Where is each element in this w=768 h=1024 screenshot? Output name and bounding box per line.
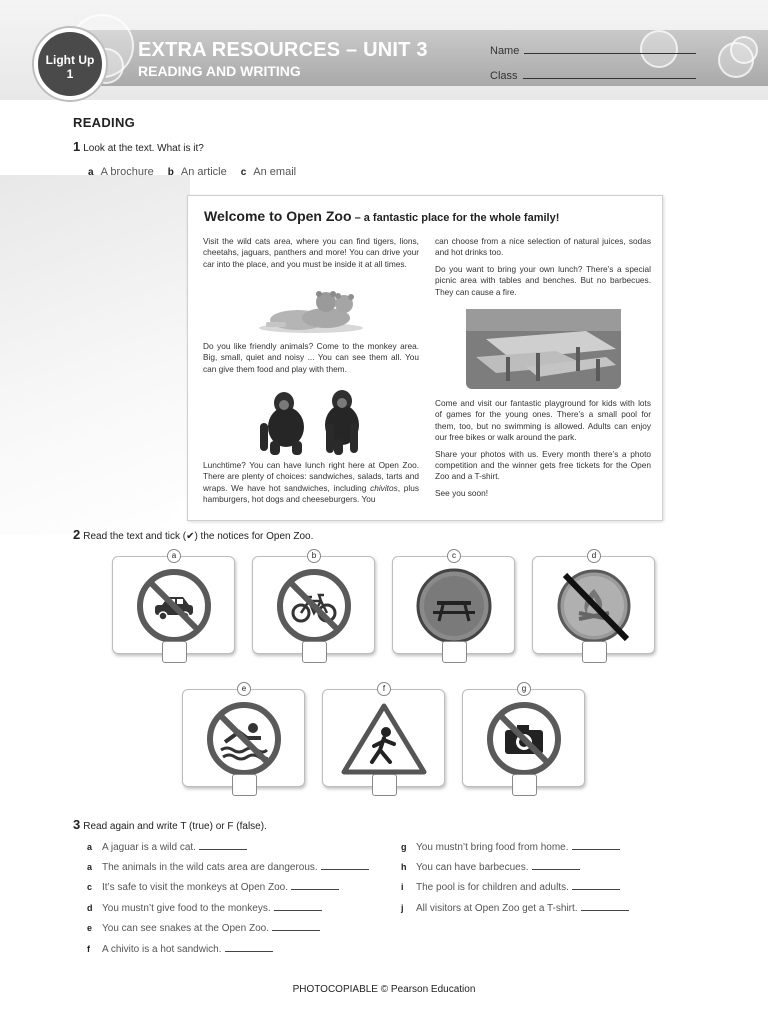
notice-letter: f: [377, 682, 391, 696]
notice-card-g: [462, 684, 585, 787]
no-fires-sign-icon: [555, 567, 633, 645]
tick-box-g[interactable]: [512, 774, 537, 796]
page-header: [0, 0, 768, 100]
statement-text: A chivito is a hot sandwich.: [102, 944, 222, 955]
paragraph-drinks: can choose from a nice selection of natural juices, sodas and hot drinks too.: [435, 236, 651, 258]
page-curl-decor: [0, 175, 190, 535]
statement-text: You can have barbecues.: [416, 862, 529, 873]
answer-blank[interactable]: [581, 910, 629, 911]
children-crossing-sign-icon: [340, 700, 428, 778]
section-title: READING: [73, 115, 136, 130]
brochure-left-column: [203, 236, 419, 275]
brochure-left-column-2: [203, 341, 419, 380]
q1-options: [88, 166, 296, 178]
statement-text: You mustn’t give food to the monkeys.: [102, 903, 271, 914]
statement-letter: h: [401, 862, 407, 872]
paragraph-photos: Share your photos with us. Every month there’s a photo competition and the winner gets free tickets for the Open Zoo and a T-shirt.: [435, 448, 651, 482]
name-line[interactable]: [524, 44, 696, 54]
brochure-title-main: Welcome to Open Zoo: [204, 208, 352, 224]
statement-left-5: [87, 923, 320, 934]
question-number: 2: [73, 527, 81, 542]
notice-letter: g: [517, 682, 531, 696]
tick-box-f[interactable]: [372, 774, 397, 796]
notice-card-d: [532, 551, 655, 654]
decor-bubble: [730, 36, 758, 64]
statement-letter: a: [87, 842, 93, 852]
answer-blank[interactable]: [532, 869, 580, 870]
option-letter: b: [167, 167, 174, 178]
notice-card-f: [322, 684, 445, 787]
tick-box-c[interactable]: [442, 641, 467, 663]
answer-blank[interactable]: [291, 889, 339, 890]
tick-box-a[interactable]: [162, 641, 187, 663]
statement-letter: d: [87, 903, 93, 913]
question-text: Read again and write T (true) or F (false).: [83, 821, 267, 832]
paragraph-lunch: [203, 460, 419, 506]
notice-card-a: [112, 551, 235, 654]
brochure-title: [204, 208, 559, 224]
statement-text: You can see snakes at the Open Zoo.: [102, 923, 269, 934]
brochure-title-sub: – a fantastic place for the whole family!: [351, 212, 560, 224]
option-b[interactable]: [168, 166, 227, 178]
lion-cubs-photo: [256, 286, 366, 336]
statement-text: All visitors at Open Zoo get a T-shirt.: [416, 903, 578, 914]
statement-text: A jaguar is a wild cat.: [102, 842, 196, 853]
answer-blank[interactable]: [274, 910, 322, 911]
statement-letter: g: [401, 842, 407, 852]
picnic-area-sign-icon: [415, 567, 493, 645]
badge-number: 1: [66, 67, 74, 81]
question-1: [73, 139, 204, 154]
question-2: [73, 527, 313, 542]
name-field[interactable]: [490, 44, 696, 57]
level-badge: [34, 28, 106, 100]
question-number: 3: [73, 817, 81, 832]
tick-box-e[interactable]: [232, 774, 257, 796]
notice-card-c: [392, 551, 515, 654]
answer-blank[interactable]: [225, 951, 273, 952]
brochure-right-column: [435, 236, 651, 303]
question-text: Look at the text. What is it?: [83, 143, 204, 154]
question-number: 1: [73, 139, 81, 154]
question-3: [73, 817, 267, 832]
paragraph-sign-off: See you soon!: [435, 487, 489, 498]
answer-blank[interactable]: [199, 849, 247, 850]
class-field[interactable]: [490, 69, 696, 82]
answer-blank[interactable]: [321, 869, 369, 870]
notice-letter: c: [447, 549, 461, 563]
statement-left-3: [87, 882, 339, 893]
option-letter: c: [240, 167, 247, 178]
statement-letter: i: [401, 882, 404, 892]
answer-blank[interactable]: [272, 930, 320, 931]
option-c[interactable]: [241, 166, 296, 178]
notice-card-e: [182, 684, 305, 787]
statement-right-2: [401, 862, 580, 873]
chimpanzees-photo: [254, 389, 374, 457]
page-footer: PHOTOCOPIABLE © Pearson Education: [292, 984, 476, 995]
paragraph-wild-cats: Visit the wild cats area, where you can find tigers, lions, cheetahs, jaguars, panthers and more! You can drive your car into the place, and you must be inside it at all times.: [203, 236, 419, 269]
badge-text: Light Up: [45, 53, 95, 67]
statement-left-6: [87, 944, 273, 955]
paragraph-picnic: Do you want to bring your own lunch? There’s a special picnic area with tables and benches. But no barbecues. They can cause a fire.: [435, 263, 651, 297]
option-text: An article: [180, 166, 227, 178]
statement-text: The animals in the wild cats area are dangerous.: [102, 862, 318, 873]
tick-box-b[interactable]: [302, 641, 327, 663]
statement-left-1: [87, 842, 247, 853]
statement-letter: f: [87, 944, 90, 954]
statement-letter: a: [87, 862, 93, 872]
zoo-brochure: [187, 195, 663, 521]
option-a[interactable]: [88, 166, 154, 178]
class-line[interactable]: [523, 69, 696, 79]
lunch-text: Lunchtime? You can have lunch right here at Open Zoo. There are plenty of choices: sandwiches, salads, tarts and wraps. We have hot sandwiches, including: [203, 460, 419, 493]
page-title: EXTRA RESOURCES – UNIT 3: [138, 39, 428, 61]
chivitos-word: chivitos: [370, 482, 398, 493]
answer-blank[interactable]: [572, 889, 620, 890]
option-text: A brochure: [100, 166, 154, 178]
option-text: An email: [253, 166, 297, 178]
statement-letter: j: [401, 903, 404, 913]
statement-letter: e: [87, 923, 93, 933]
statement-right-4: [401, 903, 629, 914]
class-label: Class: [490, 70, 518, 82]
notice-letter: e: [237, 682, 251, 696]
lunch-text-end: , plus hamburgers, hot dogs and cheeseburgers. You: [203, 482, 419, 505]
option-letter: a: [88, 167, 94, 178]
paragraph-monkeys: Do you like friendly animals? Come to the monkey area. Big, small, quiet and noisy ... You can see them all. You can give them food and play with them.: [203, 341, 419, 374]
notice-letter: d: [587, 549, 601, 563]
statement-text: It’s safe to visit the monkeys at Open Zoo.: [102, 882, 289, 893]
notice-letter: b: [307, 549, 321, 563]
statement-text: You mustn’t bring food from home.: [416, 842, 569, 853]
paragraph-playground: Come and visit our fantastic playground for kids with lots of games for the young ones. There’s a small pool for them, too, but no swimming is allowed. Adults can enjoy our free bikes or walk around the park.: [435, 398, 651, 443]
statement-right-1: [401, 842, 620, 853]
tick-box-d[interactable]: [582, 641, 607, 663]
statement-right-3: [401, 882, 620, 893]
statement-text: The pool is for children and adults.: [416, 882, 569, 893]
answer-blank[interactable]: [572, 849, 620, 850]
notice-letter: a: [167, 549, 181, 563]
question-text: Read the text and tick (✔) the notices for Open Zoo.: [83, 531, 314, 542]
no-bicycles-sign-icon: [275, 567, 353, 645]
notice-card-b: [252, 551, 375, 654]
no-cars-sign-icon: [135, 567, 213, 645]
statement-left-4: [87, 903, 322, 914]
page-subtitle: READING AND WRITING: [138, 63, 301, 79]
name-label: Name: [490, 45, 520, 57]
no-swimming-sign-icon: [205, 700, 283, 778]
brochure-left-column-3: [203, 460, 419, 511]
picnic-table-photo: [466, 309, 621, 389]
brochure-right-column-2: [435, 398, 651, 504]
no-photos-sign-icon: [485, 700, 563, 778]
statement-letter: c: [87, 882, 93, 892]
statement-left-2: [87, 862, 369, 873]
